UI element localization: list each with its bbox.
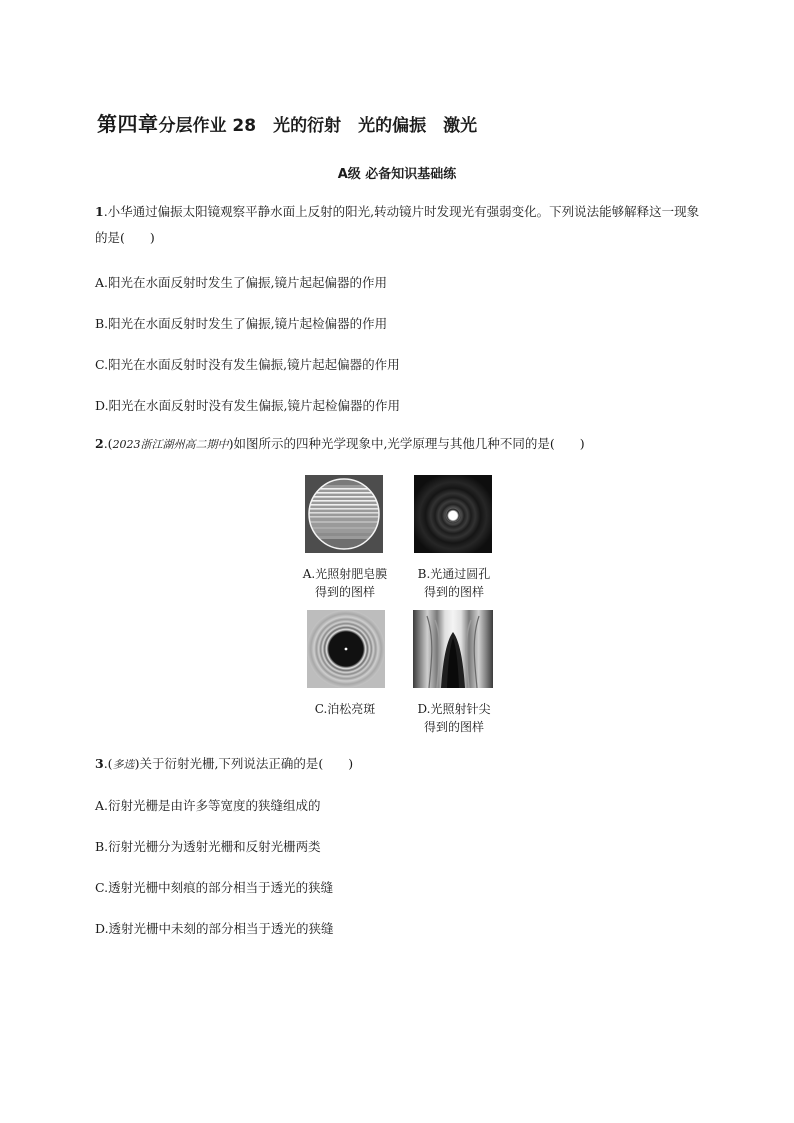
soap-film-pattern-image <box>305 475 383 553</box>
figure-d-caption: D.光照射针尖 得到的图样 <box>417 702 491 734</box>
figure-a-caption: A.光照射肥皂膜 得到的图样 <box>302 567 388 599</box>
figure-c-caption: C.泊松亮斑 <box>314 702 376 716</box>
page-title <box>97 108 477 137</box>
question-number: 2 <box>95 436 104 451</box>
assignment-title: 分层作业 28 光的衍射 光的偏振 激光 <box>158 116 478 136</box>
question-number: 1 <box>95 204 104 219</box>
question-2-stem: 2.(2023浙江湖州高二期中)如图所示的四种光学现象中,光学原理与其他几种不同的是( ) <box>95 436 585 451</box>
needle-tip-diffraction-image <box>413 610 493 688</box>
q1-option-a: A.阳光在水面反射时发生了偏振,镜片起起偏器的作用 <box>95 275 387 290</box>
question-1-stem <box>95 199 705 251</box>
question-3-stem: 3.(多选)关于衍射光栅,下列说法正确的是( ) <box>95 756 354 771</box>
q1-option-d: D.阳光在水面反射时没有发生偏振,镜片起检偏器的作用 <box>95 398 401 413</box>
q1-option-c: C.阳光在水面反射时没有发生偏振,镜片起起偏器的作用 <box>95 357 400 372</box>
q1-option-b: B.阳光在水面反射时发生了偏振,镜片起检偏器的作用 <box>95 316 388 331</box>
question-source-note: 2023浙江湖州高二期中 <box>112 438 229 451</box>
question-number: 3 <box>95 756 104 771</box>
question-text: .小华通过偏振太阳镜观察平静水面上反射的阳光,转动镜片时发现光有强弱变化。下列说法能够解释这一现象的是( ) <box>95 204 700 245</box>
q3-option-b: B.衍射光栅分为透射光栅和反射光栅两类 <box>95 839 321 854</box>
chapter-label: 第四章 <box>97 112 159 136</box>
q3-option-d: D.透射光栅中未刻的部分相当于透光的狭缝 <box>95 921 334 936</box>
section-level-heading: A级 必备知识基础练 <box>337 167 457 182</box>
q3-option-a: A.衍射光栅是由许多等宽度的狭缝组成的 <box>95 798 321 813</box>
poisson-spot-image <box>307 610 385 688</box>
figure-b-caption: B.光通过圆孔 得到的图样 <box>417 567 491 599</box>
circular-hole-diffraction-image <box>414 475 492 553</box>
question-type-note: 多选 <box>112 758 135 771</box>
q3-option-c: C.透射光栅中刻痕的部分相当于透光的狭缝 <box>95 880 334 895</box>
